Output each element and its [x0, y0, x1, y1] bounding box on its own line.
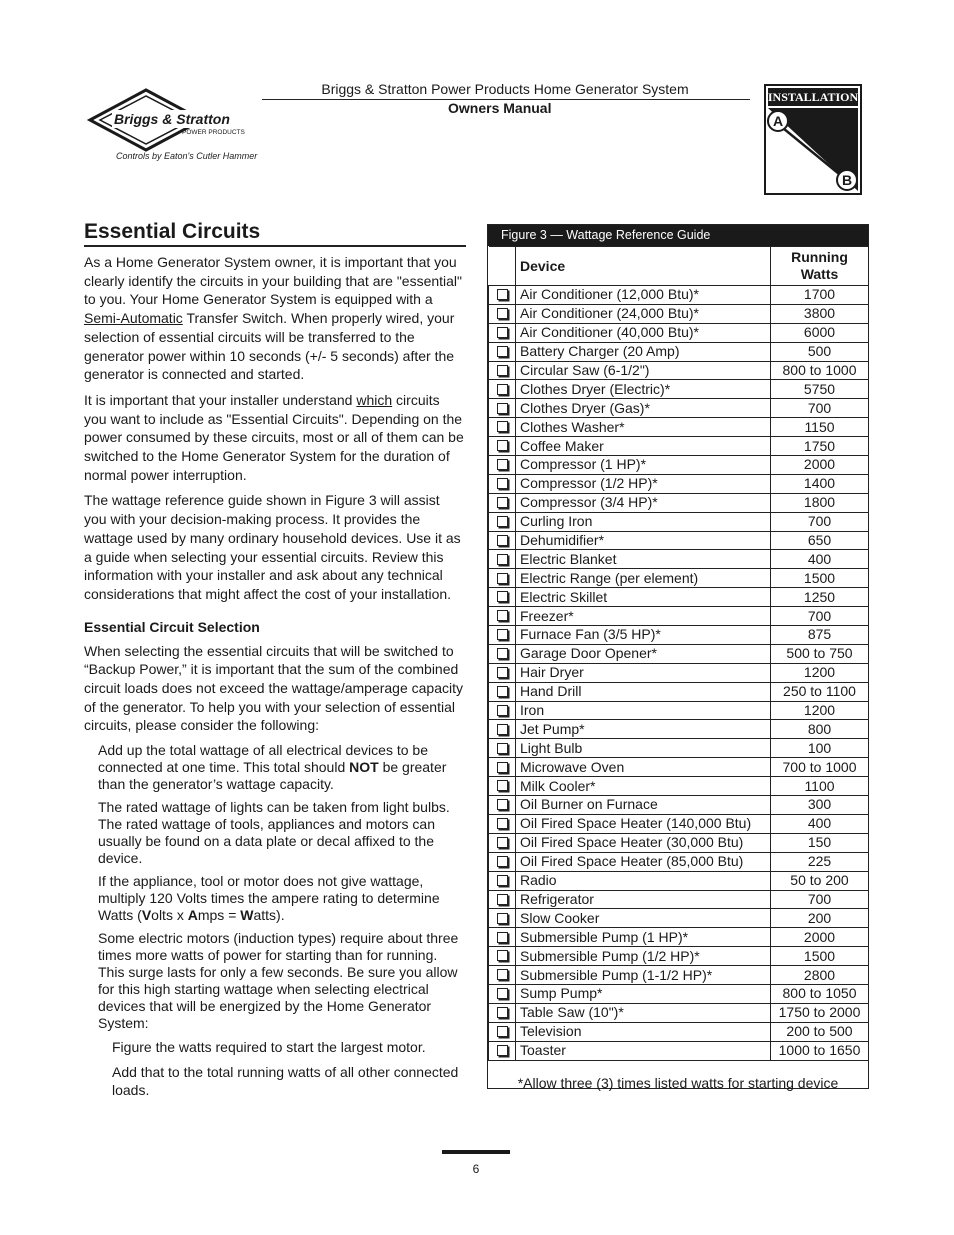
- running-watts: 3800: [771, 304, 869, 323]
- running-watts: 6000: [771, 323, 869, 342]
- running-watts: 1150: [771, 418, 869, 437]
- checkbox-icon: [497, 875, 508, 886]
- device-name: Electric Skillet: [516, 588, 771, 607]
- table-row: [489, 909, 869, 928]
- checkbox-icon: [497, 988, 508, 999]
- row-checkbox-cell: [489, 984, 516, 1003]
- checkbox-icon: [497, 478, 508, 489]
- table-row: [489, 437, 869, 456]
- running-watts: 1100: [771, 777, 869, 796]
- table-row: [489, 777, 869, 796]
- row-checkbox-cell: [489, 644, 516, 663]
- running-watts: 650: [771, 531, 869, 550]
- row-checkbox-cell: [489, 758, 516, 777]
- row-checkbox-cell: [489, 380, 516, 399]
- running-watts: 875: [771, 626, 869, 645]
- checkbox-icon: [497, 667, 508, 678]
- table-row: [489, 456, 869, 475]
- row-checkbox-cell: [489, 607, 516, 626]
- svg-text:Briggs & Stratton: Briggs & Stratton: [114, 111, 230, 127]
- checkbox-icon: [497, 403, 508, 414]
- table-row: [489, 947, 869, 966]
- checkbox-icon: [497, 969, 508, 980]
- device-name: Submersible Pump (1-1/2 HP)*: [516, 966, 771, 985]
- table-row: [489, 814, 869, 833]
- svg-text:B: B: [841, 172, 853, 188]
- running-watts: 225: [771, 852, 869, 871]
- running-watts: 800 to 1000: [771, 361, 869, 380]
- running-watts: 500: [771, 342, 869, 361]
- table-row: [489, 361, 869, 380]
- device-name: Freezer*: [516, 607, 771, 626]
- checkbox-icon: [497, 743, 508, 754]
- substep-largest-motor: Figure the watts required to start the largest motor.: [112, 1039, 426, 1056]
- running-watts: 1200: [771, 663, 869, 682]
- device-name: Clothes Dryer (Electric)*: [516, 380, 771, 399]
- device-name: Hand Drill: [516, 682, 771, 701]
- table-row: [489, 626, 869, 645]
- table-row: [489, 644, 869, 663]
- checkbox-icon: [497, 780, 508, 791]
- device-name: Dehumidifier*: [516, 531, 771, 550]
- checkbox-icon: [497, 648, 508, 659]
- running-watts: 800 to 1050: [771, 984, 869, 1003]
- step-starting-watts: Some electric motors (induction types) require about three times more watts of power for starting than for running. This surge lasts for only a few seconds. Be sure you allow for this high starting wattage when selecting electrical devices that will be energized by the Home Generator System:: [98, 930, 459, 1032]
- left-column: [84, 219, 466, 1106]
- running-watts: 100: [771, 739, 869, 758]
- running-watts: 200 to 500: [771, 1022, 869, 1041]
- svg-text:INSTALLATION: INSTALLATION: [767, 90, 859, 104]
- device-name: Air Conditioner (40,000 Btu)*: [516, 323, 771, 342]
- device-name: Battery Charger (20 Amp): [516, 342, 771, 361]
- row-checkbox-cell: [489, 928, 516, 947]
- running-watts: 1400: [771, 474, 869, 493]
- checkbox-icon: [497, 591, 508, 602]
- table-row: [489, 342, 869, 361]
- checkbox-icon: [497, 1045, 508, 1056]
- table-row: [489, 852, 869, 871]
- running-watts: 2800: [771, 966, 869, 985]
- running-watts: 5750: [771, 380, 869, 399]
- footer-bar: [442, 1150, 510, 1154]
- checkbox-icon: [497, 856, 508, 867]
- device-name: Compressor (3/4 HP)*: [516, 493, 771, 512]
- wattage-reference-guide: [487, 224, 869, 1089]
- table-row: [489, 304, 869, 323]
- device-name: Compressor (1/2 HP)*: [516, 474, 771, 493]
- table-row: [489, 966, 869, 985]
- row-checkbox-cell: [489, 399, 516, 418]
- device-name: Clothes Dryer (Gas)*: [516, 399, 771, 418]
- running-watts: 1800: [771, 493, 869, 512]
- table-row: [489, 512, 869, 531]
- checkbox-icon: [497, 327, 508, 338]
- checkbox-icon: [497, 497, 508, 508]
- table-row: [489, 682, 869, 701]
- row-checkbox-cell: [489, 342, 516, 361]
- row-checkbox-cell: [489, 814, 516, 833]
- guide-paragraph: The wattage reference guide shown in Figure 3 will assist you with your decision-making process. It provides the wattage used by many ordinary household devices. Use it as a guide when selecting your essential circuits. Review this information with your installer and ask about any technical considerations that might affect the cost of your installation.: [84, 492, 461, 602]
- checkbox-icon: [497, 894, 508, 905]
- device-name: Air Conditioner (24,000 Btu)*: [516, 304, 771, 323]
- checkbox-icon: [497, 459, 508, 470]
- table-row: [489, 796, 869, 815]
- row-checkbox-cell: [489, 304, 516, 323]
- checkbox-icon: [497, 950, 508, 961]
- device-name: Submersible Pump (1 HP)*: [516, 928, 771, 947]
- running-watts: 800: [771, 720, 869, 739]
- table-row: [489, 531, 869, 550]
- row-checkbox-cell: [489, 1041, 516, 1060]
- logo-tagline: Controls by Eaton's Cutler Hammer: [116, 151, 258, 161]
- checkbox-icon: [497, 535, 508, 546]
- table-row: [489, 1041, 869, 1060]
- table-row: [489, 569, 869, 588]
- table-row: [489, 286, 869, 305]
- row-checkbox-cell: [489, 323, 516, 342]
- checkbox-icon: [497, 762, 508, 773]
- row-checkbox-cell: [489, 550, 516, 569]
- table-row: [489, 890, 869, 909]
- device-name: Toaster: [516, 1041, 771, 1060]
- substep-add-running: Add that to the total running watts of all other connected loads.: [112, 1064, 459, 1099]
- running-watts: 500 to 750: [771, 644, 869, 663]
- running-watts: 1750: [771, 437, 869, 456]
- section-rule: [84, 245, 466, 247]
- installer-paragraph: It is important that your installer understand which circuits you want to include as "Essential Circuits". Depending on the power consumed by these circuits, most or all of them can be switched to the Home Generator System for the duration of normal power interruption.: [84, 391, 464, 483]
- column-header-device: Device: [516, 247, 771, 286]
- table-row: [489, 493, 869, 512]
- row-checkbox-cell: [489, 474, 516, 493]
- row-checkbox-cell: [489, 588, 516, 607]
- device-name: Television: [516, 1022, 771, 1041]
- step-volts-amps: If the appliance, tool or motor does not give wattage, multiply 120 Volts times the ampere rating to determine Watts (Volts x Amps = Watts).: [98, 873, 440, 924]
- row-checkbox-cell: [489, 437, 516, 456]
- row-checkbox-cell: [489, 701, 516, 720]
- checkbox-icon: [497, 440, 508, 451]
- svg-text:A: A: [772, 113, 784, 129]
- row-checkbox-cell: [489, 947, 516, 966]
- running-watts: 400: [771, 814, 869, 833]
- checkbox-icon: [497, 724, 508, 735]
- header-subtitle: Owners Manual: [448, 100, 552, 116]
- row-checkbox-cell: [489, 739, 516, 758]
- device-name: Circular Saw (6-1/2"): [516, 361, 771, 380]
- row-checkbox-cell: [489, 531, 516, 550]
- checkbox-icon: [497, 384, 508, 395]
- table-row: [489, 871, 869, 890]
- row-checkbox-cell: [489, 890, 516, 909]
- device-name: Coffee Maker: [516, 437, 771, 456]
- table-row: [489, 323, 869, 342]
- checkbox-icon: [497, 629, 508, 640]
- device-name: Oil Fired Space Heater (140,000 Btu): [516, 814, 771, 833]
- checkbox-icon: [497, 289, 508, 300]
- running-watts: 250 to 1100: [771, 682, 869, 701]
- running-watts: 1700: [771, 286, 869, 305]
- selection-paragraph: When selecting the essential circuits that will be switched to “Backup Power,” it is important that the sum of the combined circuit loads does not exceed the wattage/amperage capacity of the generator. To help you with your selection of essential circuits, please consider the following:: [84, 642, 464, 734]
- wattage-table: [488, 246, 869, 1061]
- page-number: 6: [472, 1162, 480, 1176]
- running-watts: 2000: [771, 456, 869, 475]
- checkbox-icon: [497, 421, 508, 432]
- device-name: Jet Pump*: [516, 720, 771, 739]
- running-watts: 400: [771, 550, 869, 569]
- row-checkbox-cell: [489, 720, 516, 739]
- running-watts: 1500: [771, 947, 869, 966]
- row-checkbox-cell: [489, 1022, 516, 1041]
- device-name: Light Bulb: [516, 739, 771, 758]
- device-name: Compressor (1 HP)*: [516, 456, 771, 475]
- running-watts: 50 to 200: [771, 871, 869, 890]
- checkbox-icon: [497, 913, 508, 924]
- table-row: [489, 720, 869, 739]
- row-checkbox-cell: [489, 626, 516, 645]
- device-name: Electric Blanket: [516, 550, 771, 569]
- checkbox-icon: [497, 346, 508, 357]
- table-row: [489, 474, 869, 493]
- running-watts: 700: [771, 607, 869, 626]
- figure-caption: Figure 3 — Wattage Reference Guide: [488, 225, 868, 246]
- device-name: Submersible Pump (1/2 HP)*: [516, 947, 771, 966]
- table-row: [489, 607, 869, 626]
- running-watts: 2000: [771, 928, 869, 947]
- device-name: Air Conditioner (12,000 Btu)*: [516, 286, 771, 305]
- svg-text:POWER PRODUCTS: POWER PRODUCTS: [182, 129, 245, 136]
- step-total-wattage: Add up the total wattage of all electrical devices to be connected at one time. This total should NOT be greater than the generator’s wattage capacity.: [98, 742, 447, 793]
- table-row: [489, 663, 869, 682]
- running-watts: 700: [771, 399, 869, 418]
- table-row: [489, 380, 869, 399]
- row-checkbox-cell: [489, 569, 516, 588]
- checkbox-icon: [497, 554, 508, 565]
- row-checkbox-cell: [489, 909, 516, 928]
- checkbox-icon: [497, 686, 508, 697]
- section-title: Essential Circuits: [84, 220, 261, 243]
- running-watts: 700: [771, 890, 869, 909]
- running-watts: 700: [771, 512, 869, 531]
- device-name: Hair Dryer: [516, 663, 771, 682]
- device-name: Oil Fired Space Heater (85,000 Btu): [516, 852, 771, 871]
- running-watts: 150: [771, 833, 869, 852]
- row-checkbox-cell: [489, 512, 516, 531]
- row-checkbox-cell: [489, 493, 516, 512]
- table-row: [489, 928, 869, 947]
- running-watts: 200: [771, 909, 869, 928]
- device-name: Sump Pump*: [516, 984, 771, 1003]
- checkbox-icon: [497, 365, 508, 376]
- intro-paragraph: As a Home Generator System owner, it is important that you clearly identify the circuits in your building that are "essential" to you. Your Home Generator System is equipped with a Semi-Automatic Transfer Switch. When properly wired, your selection of essential circuits will be transferred to the generator power within 10 seconds (+/- 5 seconds) after the generator is connected and started.: [84, 254, 463, 383]
- checkbox-icon: [497, 932, 508, 943]
- device-name: Oil Burner on Furnace: [516, 796, 771, 815]
- row-checkbox-cell: [489, 852, 516, 871]
- header-checkbox-cell: [489, 247, 516, 286]
- row-checkbox-cell: [489, 1003, 516, 1022]
- column-header-running-watts: Running Watts: [771, 247, 869, 286]
- table-row: [489, 1022, 869, 1041]
- checkbox-icon: [497, 1007, 508, 1018]
- checkbox-icon: [497, 705, 508, 716]
- table-header-row: [489, 247, 869, 286]
- table-row: [489, 758, 869, 777]
- device-name: Milk Cooler*: [516, 777, 771, 796]
- checkbox-icon: [497, 1026, 508, 1037]
- header-title: Briggs & Stratton Power Products Home Generator System: [321, 81, 689, 97]
- checkbox-icon: [497, 573, 508, 584]
- running-watts: 1000 to 1650: [771, 1041, 869, 1060]
- device-name: Slow Cooker: [516, 909, 771, 928]
- running-watts: 1200: [771, 701, 869, 720]
- row-checkbox-cell: [489, 871, 516, 890]
- step-rated-wattage: The rated wattage of lights can be taken from light bulbs. The rated wattage of tools, appliances and motors can usually be found on a data plate or decal affixed to the device.: [98, 799, 450, 867]
- row-checkbox-cell: [489, 286, 516, 305]
- checkbox-icon: [497, 818, 508, 829]
- table-row: [489, 588, 869, 607]
- running-watts: 1750 to 2000: [771, 1003, 869, 1022]
- running-watts: 700 to 1000: [771, 758, 869, 777]
- device-name: Curling Iron: [516, 512, 771, 531]
- row-checkbox-cell: [489, 663, 516, 682]
- row-checkbox-cell: [489, 796, 516, 815]
- device-name: Furnace Fan (3/5 HP)*: [516, 626, 771, 645]
- row-checkbox-cell: [489, 833, 516, 852]
- row-checkbox-cell: [489, 418, 516, 437]
- running-watts: 1250: [771, 588, 869, 607]
- table-row: [489, 984, 869, 1003]
- checkbox-icon: [497, 516, 508, 527]
- device-name: Table Saw (10")*: [516, 1003, 771, 1022]
- table-row: [489, 418, 869, 437]
- device-name: Microwave Oven: [516, 758, 771, 777]
- checkbox-icon: [497, 308, 508, 319]
- starting-note: *Allow three (3) times listed watts for starting device: [517, 1074, 839, 1091]
- checkbox-icon: [497, 799, 508, 810]
- table-row: [489, 550, 869, 569]
- installation-badge-icon: [764, 84, 862, 195]
- device-name: Oil Fired Space Heater (30,000 Btu): [516, 833, 771, 852]
- row-checkbox-cell: [489, 682, 516, 701]
- table-row: [489, 399, 869, 418]
- row-checkbox-cell: [489, 966, 516, 985]
- row-checkbox-cell: [489, 361, 516, 380]
- table-row: [489, 1003, 869, 1022]
- device-name: Garage Door Opener*: [516, 644, 771, 663]
- table-row: [489, 833, 869, 852]
- device-name: Clothes Washer*: [516, 418, 771, 437]
- device-name: Iron: [516, 701, 771, 720]
- subsection-title: Essential Circuit Selection: [84, 618, 260, 635]
- device-name: Radio: [516, 871, 771, 890]
- running-watts: 1500: [771, 569, 869, 588]
- running-watts: 300: [771, 796, 869, 815]
- checkbox-icon: [497, 837, 508, 848]
- device-name: Refrigerator: [516, 890, 771, 909]
- table-row: [489, 739, 869, 758]
- checkbox-icon: [497, 610, 508, 621]
- device-name: Electric Range (per element): [516, 569, 771, 588]
- row-checkbox-cell: [489, 456, 516, 475]
- table-row: [489, 701, 869, 720]
- row-checkbox-cell: [489, 777, 516, 796]
